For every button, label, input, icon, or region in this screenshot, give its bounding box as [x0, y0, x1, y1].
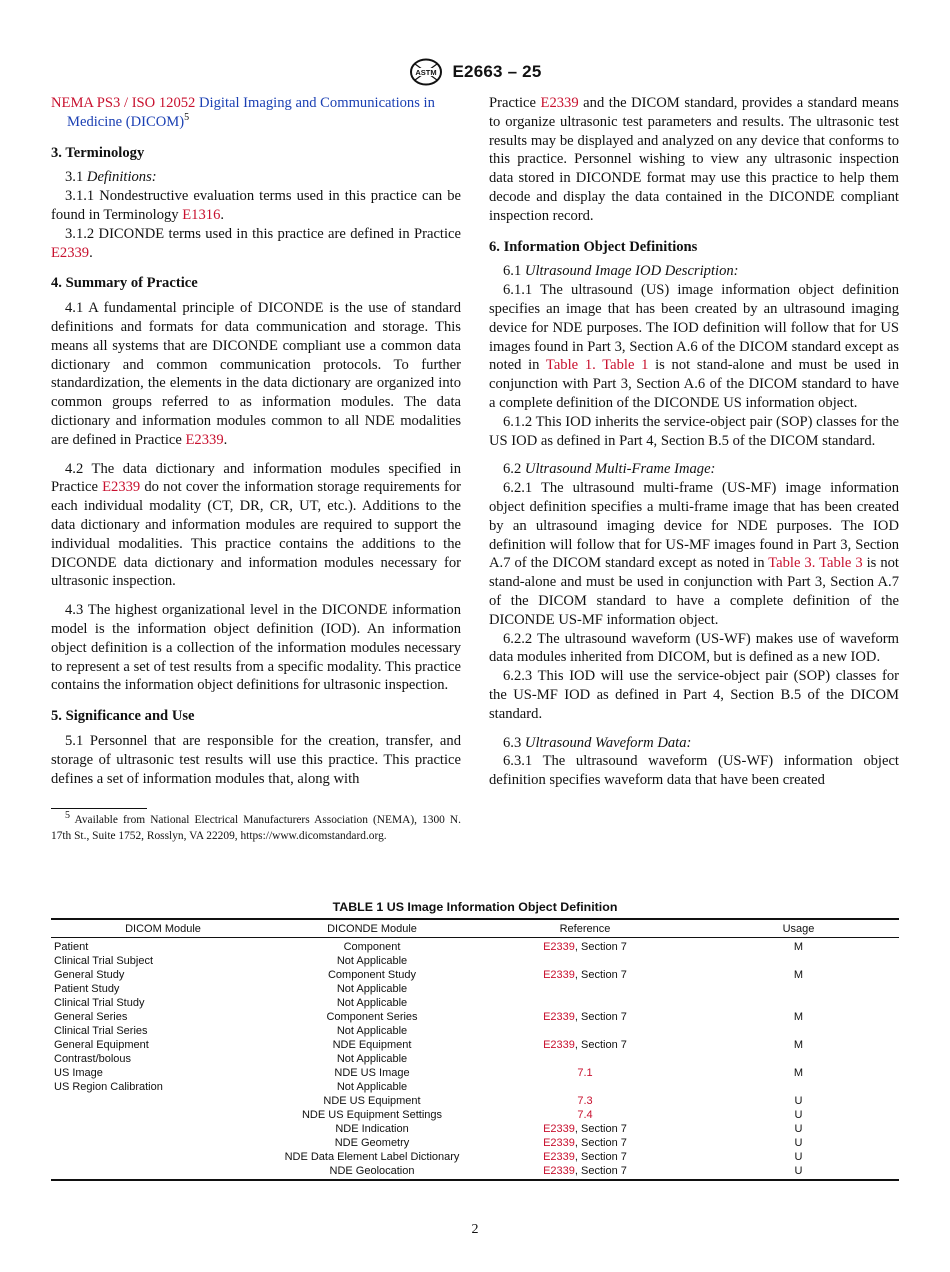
table-row: [51, 1010, 899, 1024]
link-e2339[interactable]: E2339: [540, 95, 579, 111]
usage-cell: U: [794, 1137, 803, 1149]
table-row: [51, 982, 899, 996]
dicom-module-cell: [51, 1150, 272, 1164]
diconde-module-cell: Not Applicable: [336, 997, 408, 1009]
section-3-heading: 3. Terminology: [51, 144, 145, 161]
para-5-1-cont: Practice E2339 and the DICOM standard, provides a standard means to organize ultrasonic test parameters and results. The ultrasonic test results may be displayed and analyzed on any device that conforms to this practice. Personnel wishing to view any ultrasonic inspection data stored in DICONDE format may use this practice to help them decode and display the data contained in the DICONDE compliant inspection record.: [489, 95, 899, 224]
para-3-1-1: 3.1.1 Nondestructive evaluation terms used in this practice can be found in Terminology E1316.: [51, 188, 461, 223]
reference-cell: [472, 1038, 698, 1052]
diconde-module-cell: Not Applicable: [336, 1025, 408, 1037]
para-6-1: 6.1 Ultrasound Image IOD Description:: [503, 263, 739, 280]
para-4-1: 4.1 A fundamental principle of DICONDE is the use of standard definitions and formats for data communication and storage. This means all systems that are DICONDE compliant use a common data dictionary and common communication protocols. To further standardization, the elements in the data dictionary are organized into common groups referred to as information modules. The data dictionary and information modules common to all NDE modalities are defined in Practice E2339.: [51, 300, 461, 448]
section-6-heading: 6. Information Object Definitions: [489, 238, 698, 255]
reference-cell: [472, 1122, 698, 1136]
diconde-module-cell: NDE Equipment: [332, 1039, 412, 1051]
footnote-marker: 5: [184, 111, 190, 123]
reference-section: , Section 7: [574, 1165, 627, 1177]
link-e2339[interactable]: E2339: [185, 431, 224, 448]
reference-cell: [472, 968, 698, 982]
table-row: [51, 1122, 899, 1136]
dicom-module-cell: US Region Calibration: [54, 1081, 163, 1093]
usage-cell: [698, 954, 899, 968]
dicom-module-cell: Contrast/bolous: [54, 1053, 132, 1065]
dicom-module-cell: Clinical Trial Study: [54, 997, 145, 1009]
reference-link[interactable]: E2339: [543, 1151, 575, 1163]
diconde-module-cell: Not Applicable: [336, 1081, 408, 1093]
link-table-3[interactable]: Table 3: [768, 555, 812, 572]
reference-section: , Section 7: [574, 969, 627, 981]
reference-cell: [472, 1066, 698, 1080]
para-6-1-2: 6.1.2 This IOD inherits the service-object pair (SOP) classes for the US IOD as defined in Part 4, Section B.5 of the DICOM standard.: [489, 413, 899, 449]
reference-cell: [472, 1150, 698, 1164]
usage-cell: M: [793, 1067, 804, 1079]
reference-cell: [472, 954, 698, 968]
para-3-1: 3.1 Definitions:: [65, 169, 157, 186]
diconde-module-cell: NDE US Equipment Settings: [301, 1109, 442, 1121]
reference-cell: [472, 1094, 698, 1108]
table-row: [51, 1164, 899, 1180]
diconde-module-cell: Component Series: [326, 1011, 418, 1023]
table-row: [51, 1094, 899, 1108]
diconde-module-cell: NDE US Image: [334, 1067, 410, 1079]
dicom-module-cell: Patient: [54, 941, 89, 953]
reference-section: , Section 7: [574, 1039, 627, 1051]
link-table-1[interactable]: Table 1: [602, 357, 649, 374]
link-e2339[interactable]: E2339: [51, 244, 90, 261]
section-5-heading: 5. Significance and Use: [51, 708, 195, 725]
link-e1316[interactable]: E1316: [182, 206, 221, 223]
reference-link[interactable]: E2339: [543, 969, 575, 981]
reference-section: , Section 7: [574, 941, 627, 953]
reference-cell: [472, 1108, 698, 1122]
dicom-module-cell: [51, 1094, 272, 1108]
reference-cell: [472, 982, 698, 996]
diconde-module-cell: Not Applicable: [336, 1053, 408, 1065]
diconde-module-cell: Not Applicable: [336, 983, 408, 995]
usage-cell: [698, 982, 899, 996]
reference-cell: [472, 1080, 698, 1094]
page-header: [0, 58, 950, 86]
usage-cell: [698, 1024, 899, 1038]
table-row: [51, 968, 899, 982]
link-e2339[interactable]: E2339: [102, 479, 141, 496]
dicom-module-cell: [51, 1122, 272, 1136]
column-header-dicom: DICOM Module: [51, 919, 272, 938]
diconde-module-cell: Not Applicable: [336, 955, 408, 967]
reference-cell: [472, 1136, 698, 1150]
reference-cell: [472, 938, 698, 955]
dicom-module-cell: [51, 1108, 272, 1122]
diconde-module-cell: NDE Geolocation: [272, 1164, 472, 1180]
reference-section: , Section 7: [574, 1137, 627, 1149]
reference-link[interactable]: E2339: [543, 1165, 575, 1177]
dicom-module-cell: Patient Study: [54, 983, 120, 995]
para-6-2: 6.2 Ultrasound Multi-Frame Image:: [503, 461, 716, 478]
reference-entry: [51, 94, 461, 132]
reference-section: , Section 7: [574, 1123, 627, 1135]
diconde-module-cell: NDE Data Element Label Dictionary: [284, 1151, 460, 1163]
para-6-2-3: 6.2.3 This IOD will use the service-object pair (SOP) classes for the US-MF IOD as defined in Part 4, Section B.5 of the DICOM standard.: [489, 668, 899, 722]
table-row: [51, 1136, 899, 1150]
footnote: $^5$ Available from National Electrical Manufacturers Association (NEMA), 1300 N. 17th St., Suite 1752, Rosslyn, VA 22209, https://www.dicomstandard.org.: [51, 810, 461, 843]
usage-cell: U: [794, 1151, 803, 1163]
table-row: [51, 1108, 899, 1122]
table-row: [51, 954, 899, 968]
table-row: [51, 1038, 899, 1052]
usage-cell: M: [793, 1039, 804, 1051]
page-number: 2: [471, 1222, 479, 1237]
table-1: [51, 900, 899, 1181]
dicom-module-cell: Clinical Trial Subject: [54, 955, 154, 967]
section-4-heading: 4. Summary of Practice: [51, 275, 198, 292]
dicom-module-cell: General Series: [54, 1011, 128, 1023]
iod-table: [51, 918, 899, 1181]
reference-code-link[interactable]: NEMA PS3 / ISO 12052: [51, 95, 196, 111]
column-header-diconde: DICONDE Module: [272, 919, 472, 938]
usage-cell: U: [794, 1109, 803, 1121]
svg-text:ASTM: ASTM: [414, 68, 437, 77]
reference-title-link[interactable]: Digital Imaging and Communications in Medicine (DICOM): [67, 95, 435, 130]
left-column: [51, 94, 461, 845]
table-row: [51, 1066, 899, 1080]
column-header-usage: Usage: [698, 919, 899, 938]
usage-cell: U: [794, 1095, 803, 1107]
reference-link[interactable]: 7.4: [577, 1109, 593, 1121]
diconde-module-cell: NDE US Equipment: [323, 1095, 421, 1107]
dicom-module-cell: [51, 1136, 272, 1150]
usage-cell: [698, 1052, 899, 1066]
reference-cell: [472, 1052, 698, 1066]
reference-section: , Section 7: [574, 1151, 627, 1163]
usage-cell: [698, 1080, 899, 1094]
table-row: [51, 996, 899, 1010]
diconde-module-cell: Component Study: [327, 969, 417, 981]
reference-link[interactable]: E2339: [543, 1123, 575, 1135]
reference-cell: [472, 1164, 698, 1180]
para-6-3-1: 6.3.1 The ultrasound waveform (US-WF) information object definition specifies waveform data that have been created: [489, 753, 899, 789]
table-row: [51, 1052, 899, 1066]
table-row: [51, 1080, 899, 1094]
diconde-module-cell: Component: [343, 941, 401, 953]
usage-cell: U: [794, 1123, 803, 1135]
reference-section: , Section 7: [574, 1011, 627, 1023]
dicom-module-cell: General Equipment: [54, 1039, 149, 1051]
right-column: [489, 94, 899, 790]
usage-cell: [698, 996, 899, 1010]
reference-link[interactable]: 7.3: [577, 1095, 593, 1107]
table-caption: TABLE 1 US Image Information Object Definition: [332, 900, 618, 914]
reference-link[interactable]: E2339: [543, 1011, 575, 1023]
para-6-3: 6.3 Ultrasound Waveform Data:: [503, 734, 692, 751]
para-4-2: 4.2 The data dictionary and information modules specified in Practice E2339 do not cover the information storage requirements for each individual modality (CT, DR, CR, UT, etc.). Additions to the data dictionary and information modules are required to support the individual modalities. This practice contains the additions to the DICONDE data dictionary and information modules necessary for ultrasonic inspection.: [51, 460, 461, 590]
usage-cell: U: [698, 1164, 899, 1180]
usage-cell: M: [793, 1011, 804, 1023]
dicom-module-cell: US Image: [54, 1067, 103, 1079]
reference-cell: [472, 996, 698, 1010]
usage-cell: M: [793, 941, 804, 953]
para-4-3: 4.3 The highest organizational level in the DICONDE information model is the information object definition (IOD). An information object definition is a collection of the information modules necessary to represent a set of test results from a specific modality. This practice contains the information object definitions for ultrasonic inspection.: [51, 602, 461, 694]
astm-logo-icon: [409, 58, 443, 86]
reference-link[interactable]: 7.1: [577, 1067, 593, 1079]
reference-link[interactable]: E2339: [543, 1137, 575, 1149]
dicom-module-cell: [51, 1164, 272, 1180]
diconde-module-cell: NDE Geometry: [334, 1137, 410, 1149]
diconde-module-cell: NDE Indication: [335, 1123, 409, 1135]
reference-link[interactable]: E2339: [543, 941, 575, 953]
dicom-module-cell: General Study: [54, 969, 125, 981]
link-table-1[interactable]: Table 1: [545, 357, 593, 374]
link-table-3[interactable]: Table 3: [819, 555, 863, 572]
dicom-module-cell: Clinical Trial Series: [54, 1025, 148, 1037]
para-6-1-1: 6.1.1 The ultrasound (US) image information object definition specifies an image that has been created by an ultrasound imaging device for NDE purposes. The IOD definition will follow that for US images found in Part 3, Section A.6 of the DICOM standard except as noted in Table 1. Table 1 is not stand-alone and must be used in conjunction with Part 3, Section A.6 of the DICOM standard to have a complete definition of the DICONDE US information object.: [489, 282, 899, 411]
reference-cell: [472, 1024, 698, 1038]
table-row: [51, 1024, 899, 1038]
para-6-2-1: 6.2.1 The ultrasound multi-frame (US-MF) image information object definition specifies a multi-frame image that has been created by an ultrasound imaging device for NDE purposes. The IOD definition will follow that for US-MF images found in Part 3, Section A.7 of the DICOM standard except as noted in Table 3. Table 3 is not stand-alone and must be used in conjunction with Part 3, Section A.7 of the DICOM standard to have a complete definition of the DICONDE US-MF information object.: [489, 480, 899, 628]
table-row: [51, 938, 899, 955]
para-6-2-2: 6.2.2 The ultrasound waveform (US-WF) makes use of waveform data modules inherited from DICOM, but is defined as a new IOD.: [489, 630, 899, 666]
usage-cell: M: [793, 969, 804, 981]
table-row: [51, 1150, 899, 1164]
para-5-1: 5.1 Personnel that are responsible for the creation, transfer, and storage of ultrasonic test results will use this practice. This practice defines a set of information modules that, along with: [51, 732, 461, 787]
column-header-reference: Reference: [472, 919, 698, 938]
reference-link[interactable]: E2339: [543, 1039, 575, 1051]
standard-designation: E2663 – 25: [452, 62, 542, 81]
para-3-1-2: 3.1.2 DICONDE terms used in this practice are defined in Practice E2339.: [51, 225, 461, 261]
reference-cell: [472, 1010, 698, 1024]
